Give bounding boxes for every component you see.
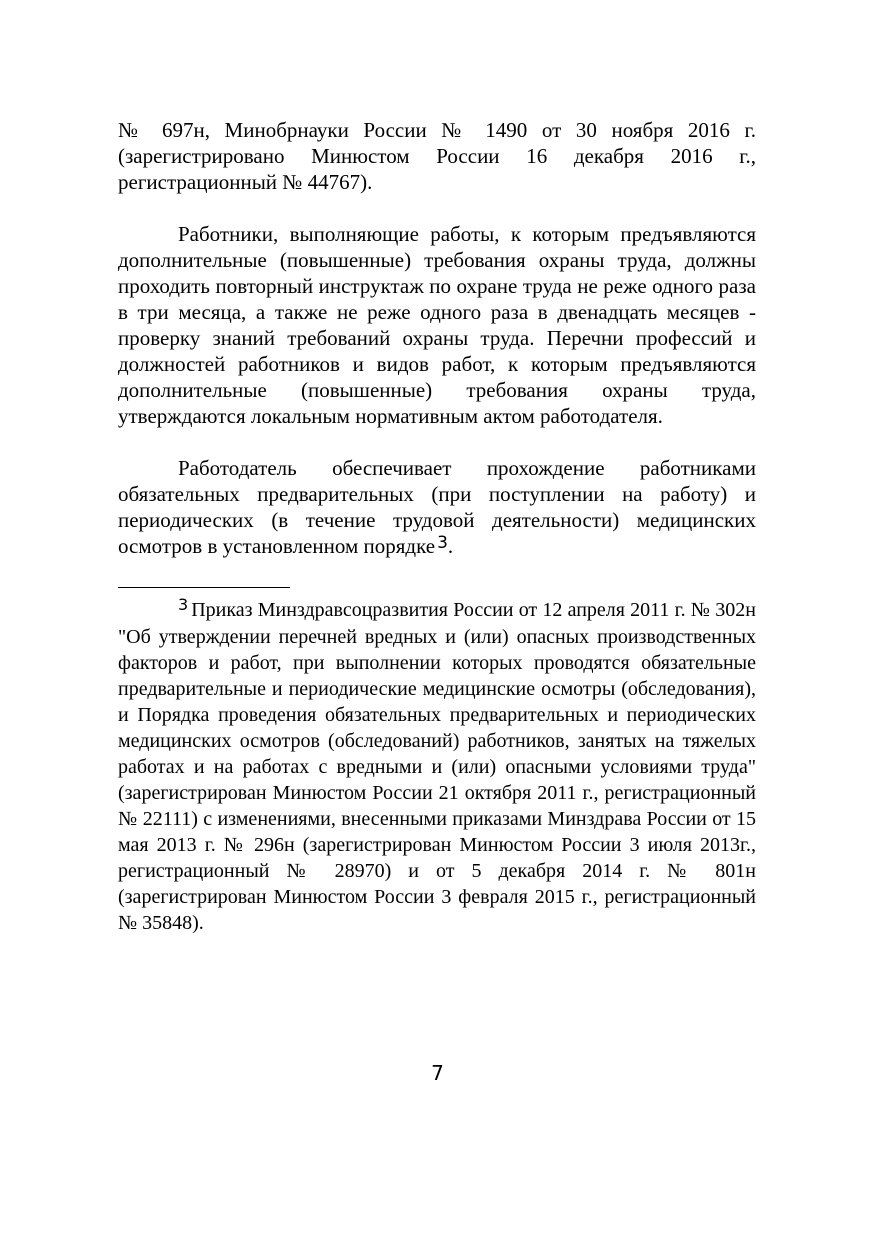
page-number: 7 [431,1061,444,1085]
paragraph-1-text: № 697н, Минобрнауки России № 1490 от 30 ноября 2016 г. (зарегистрировано Минюстом России 16 декабря 2016 г., регистрационный № 44767). [118,118,756,194]
paragraph-medical-checkups [118,455,756,561]
paragraph-2-text: Работники, выполняющие работы, к которым предъявляются дополнительные (повышенные) требования охраны труда, должны проходить повторный инструктаж по охране труда не реже одного раза в три месяца, а также не реже одного раза в двенадцать месяцев - проверку знаний требований охраны труда. Перечни профессий и должностей работников и видов работ, к которым предъявляются дополнительные (повышенные) требования охраны труда, утверждаются локальным нормативным актом работодателя. [118,222,756,428]
paragraph-3-end: . [447,534,454,558]
footnote [118,597,756,936]
paragraph-continuation [118,117,756,195]
footnote-reference[interactable]: 3 [437,533,448,553]
footnote-separator [118,587,290,588]
paragraph-requirements [118,221,756,429]
footnote-text: Приказ Минздравсоцразвития России от 12 апреля 2011 г. № 302н "Об утверждении перечней вредных и (или) опасных производственных факторов и работ, при выполнении которых проводятся обязательные предварительные и периодические медицинские осмотры (обследования), и Порядка проведения обязательных предварительных и периодических медицинских осмотров (обследований) работников, занятых на тяжелых работах и на работах с вредными и (или) опасными условиями труда" (зарегистрирован Минюстом России 21 октября 2011 г., регистрационный № 22111) с изменениями, внесенными приказами Минздрава России от 15 мая 2013 г. № 296н (зарегистрирован Минюстом России 3 июля 2013г., регистрационный № 28970) и от 5 декабря 2014 г. № 801н (зарегистрирован Минюстом России 3 февраля 2015 г., регистрационный № 35848). [118,599,756,934]
footnote-number: 3 [178,595,189,614]
document-page [118,113,756,936]
paragraph-3-text: Работодатель обеспечивает прохождение работниками обязательных предварительных (при поступлении на работу) и периодических (в течение трудовой деятельности) медицинских осмотров в установленном порядке [118,456,756,558]
